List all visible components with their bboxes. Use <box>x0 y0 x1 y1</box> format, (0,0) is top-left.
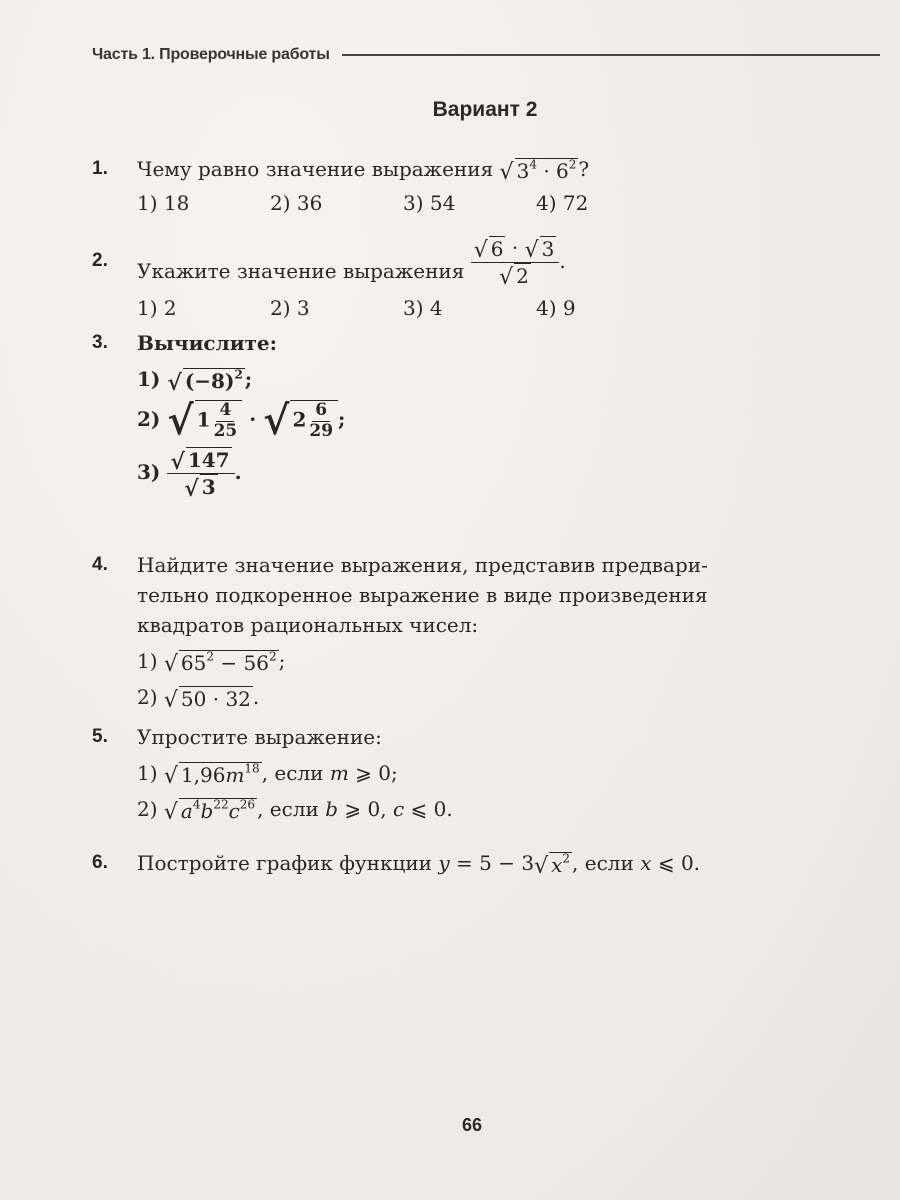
sqrt-icon: √ <box>167 397 194 445</box>
task-number: 1. <box>92 158 108 179</box>
answer-option: 4) 72 <box>536 191 589 215</box>
subtask-2: 2) √ 50 · 32 . <box>137 685 260 713</box>
task-1: 1. Чему равно значение выражения √ $3^4 \cdot 6^2$ ? 1) 18 2) 36 3) 54 4) 72 <box>92 154 669 218</box>
running-head-text: Часть 1. Проверочные работы <box>92 46 330 63</box>
task-text: Чему равно значение выражения <box>137 157 494 181</box>
answer-option: 4) 9 <box>536 296 576 320</box>
variant-title: Вариант 2 <box>432 98 538 121</box>
task-text-line: тельно подкоренное выражение в виде произведения <box>137 583 708 607</box>
running-head-rule <box>342 54 880 56</box>
task-text: Постройте график функции <box>137 851 432 875</box>
subtask-1: 1) √ $(-8)^2$ ; <box>137 366 253 396</box>
subtask-1: 1) √ $65^2 - 56^2$ ; <box>137 648 286 677</box>
sqrt-icon: √ <box>499 159 514 185</box>
answer-option: 2) 3 <box>270 296 310 320</box>
answer-options <box>137 293 669 323</box>
subtask-3: 3) √ 147 √ 3 . <box>137 448 242 503</box>
answer-options <box>137 188 669 218</box>
answer-option: 3) 4 <box>403 296 443 320</box>
subtask-1: 1) √ $1,96m^{18}$ , если m ⩾ 0; <box>137 760 398 789</box>
task-text-line: квадратов рациональных чисел: <box>137 613 479 637</box>
page-number: 66 <box>461 1115 483 1135</box>
task-4 <box>92 550 708 718</box>
sqrt-icon: √ <box>163 763 178 789</box>
task-number: 4. <box>92 554 108 575</box>
task-number: 6. <box>92 852 108 873</box>
sqrt-expression: √ $3^4 \cdot 6^2$ <box>499 156 577 185</box>
sqrt-icon: √ <box>263 397 290 445</box>
task-5 <box>92 722 453 830</box>
task-number: 2. <box>92 250 108 271</box>
sqrt-icon: √ <box>167 369 182 396</box>
task-3 <box>92 328 345 506</box>
sqrt-icon: √ <box>163 687 178 713</box>
subtask-2: 2) √ $a^4b^{22}c^{26}$ , если b ⩾ 0, c ⩽ 0. <box>137 796 453 825</box>
task-2: 2. Укажите значение выражения √ 6 · √ 3 √ 2 . 1) 2 2) 3 3) 4 4) 9 <box>92 236 669 323</box>
sqrt-icon: √ <box>163 799 178 825</box>
answer-option: 3) 54 <box>403 191 456 215</box>
sqrt-icon: √ <box>534 853 549 879</box>
answer-option: 2) 36 <box>270 191 323 215</box>
running-head <box>92 46 880 64</box>
answer-option: 1) 2 <box>137 296 177 320</box>
task-6: 6. Постройте график функции y = 5 − 3 √ $x^2$ , если x ⩽ 0. <box>92 848 700 878</box>
subtask-2: 2) √ 1 $\frac{4}{25}$ · √ 2 $\frac{6}{29}$ ; <box>137 397 346 445</box>
task-text-line: Найдите значение выражения, представив предвари- <box>137 553 708 577</box>
task-number: 3. <box>92 332 108 353</box>
task-text: Укажите значение выражения <box>137 259 465 283</box>
task-text: Упростите выражение: <box>137 725 382 749</box>
task-number: 5. <box>92 726 108 747</box>
task-text: Вычислите: <box>137 331 278 355</box>
answer-option: 1) 18 <box>137 191 190 215</box>
sqrt-icon: √ <box>163 651 178 677</box>
fraction-expression: √ 6 · √ 3 √ 2 <box>471 236 560 289</box>
